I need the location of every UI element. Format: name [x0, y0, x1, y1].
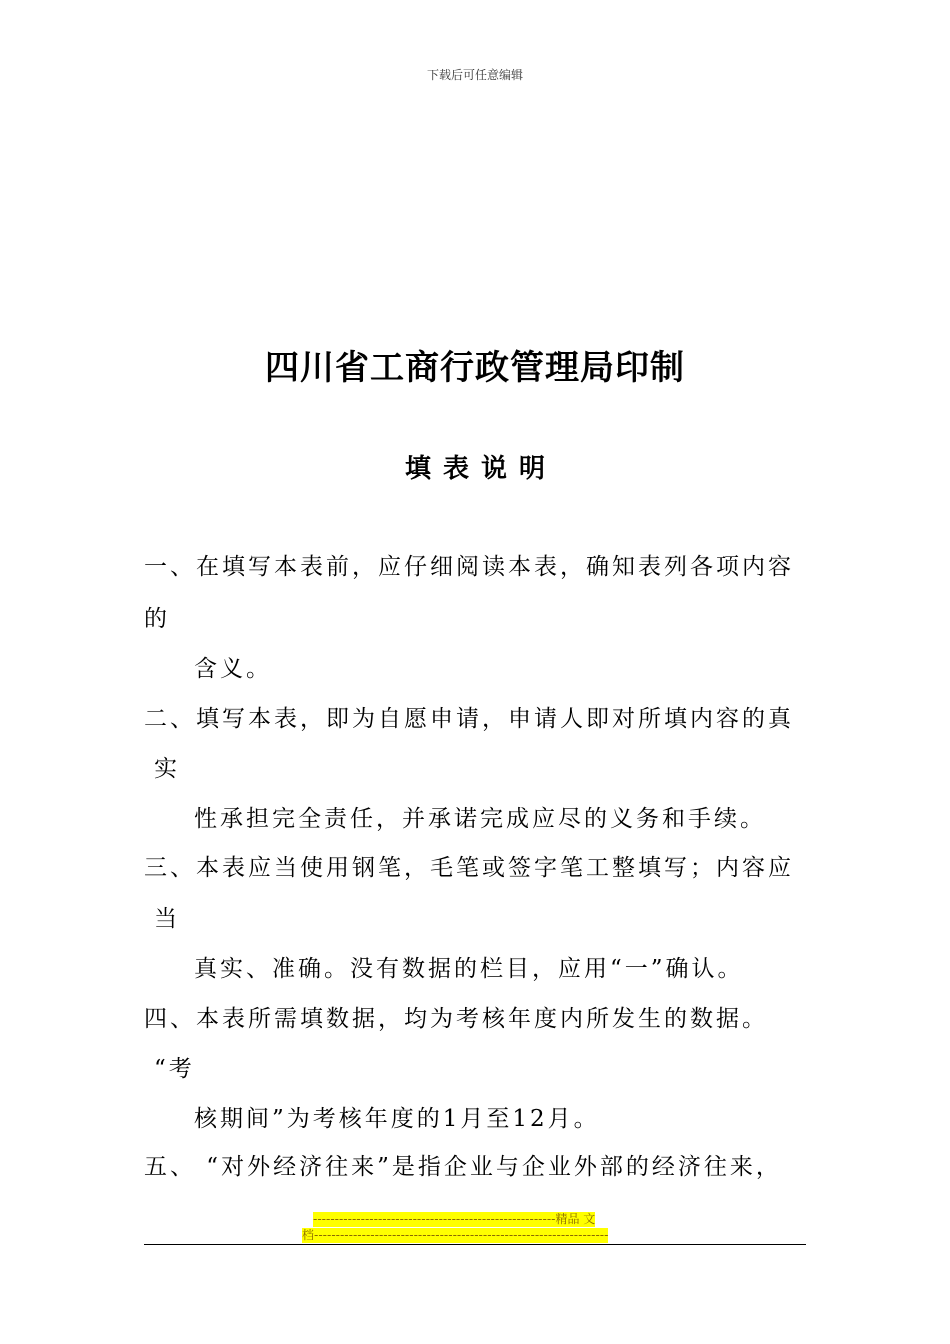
instruction-3-line-1: 三、本表应当使用钢笔，毛笔或签字笔工整填写；内容应	[144, 855, 794, 881]
footer-watermark-line-1: --------------------------------------------------------精品 文	[313, 1212, 596, 1226]
document-main-title: 四川省工商行政管理局印制	[265, 348, 685, 388]
instruction-4-line-3: 核期间”为考核年度的1月至12月。	[194, 1106, 600, 1132]
section-title: 填表说明	[404, 454, 557, 484]
instruction-1-line-3: 含义。	[194, 656, 272, 682]
instruction-5-line-1: 五、 “对外经济往来”是指企业与企业外部的经济往来，	[144, 1154, 782, 1180]
instruction-4-line-1: 四、本表所需填数据，均为考核年度内所发生的数据。	[144, 1006, 768, 1032]
instruction-1-line-2: 的	[144, 606, 170, 632]
footer-watermark-line-2: 档--------------------------------------------------------------------	[302, 1228, 609, 1242]
instruction-2-line-1: 二、填写本表，即为自愿申请，申请人即对所填内容的真	[144, 706, 794, 732]
instruction-4-line-2: “考	[154, 1056, 195, 1082]
header-note: 下载后可任意编辑	[426, 68, 523, 82]
instruction-2-line-2: 实	[154, 756, 180, 782]
footer-divider	[144, 1244, 806, 1245]
instruction-3-line-2: 当	[154, 906, 180, 932]
instruction-2-line-3: 性承担完全责任，并承诺完成应尽的义务和手续。	[194, 806, 766, 832]
instruction-1-line-1: 一、在填写本表前，应仔细阅读本表，确知表列各项内容	[144, 554, 794, 580]
instruction-3-line-3: 真实、准确。没有数据的栏目，应用“一”确认。	[194, 956, 744, 982]
